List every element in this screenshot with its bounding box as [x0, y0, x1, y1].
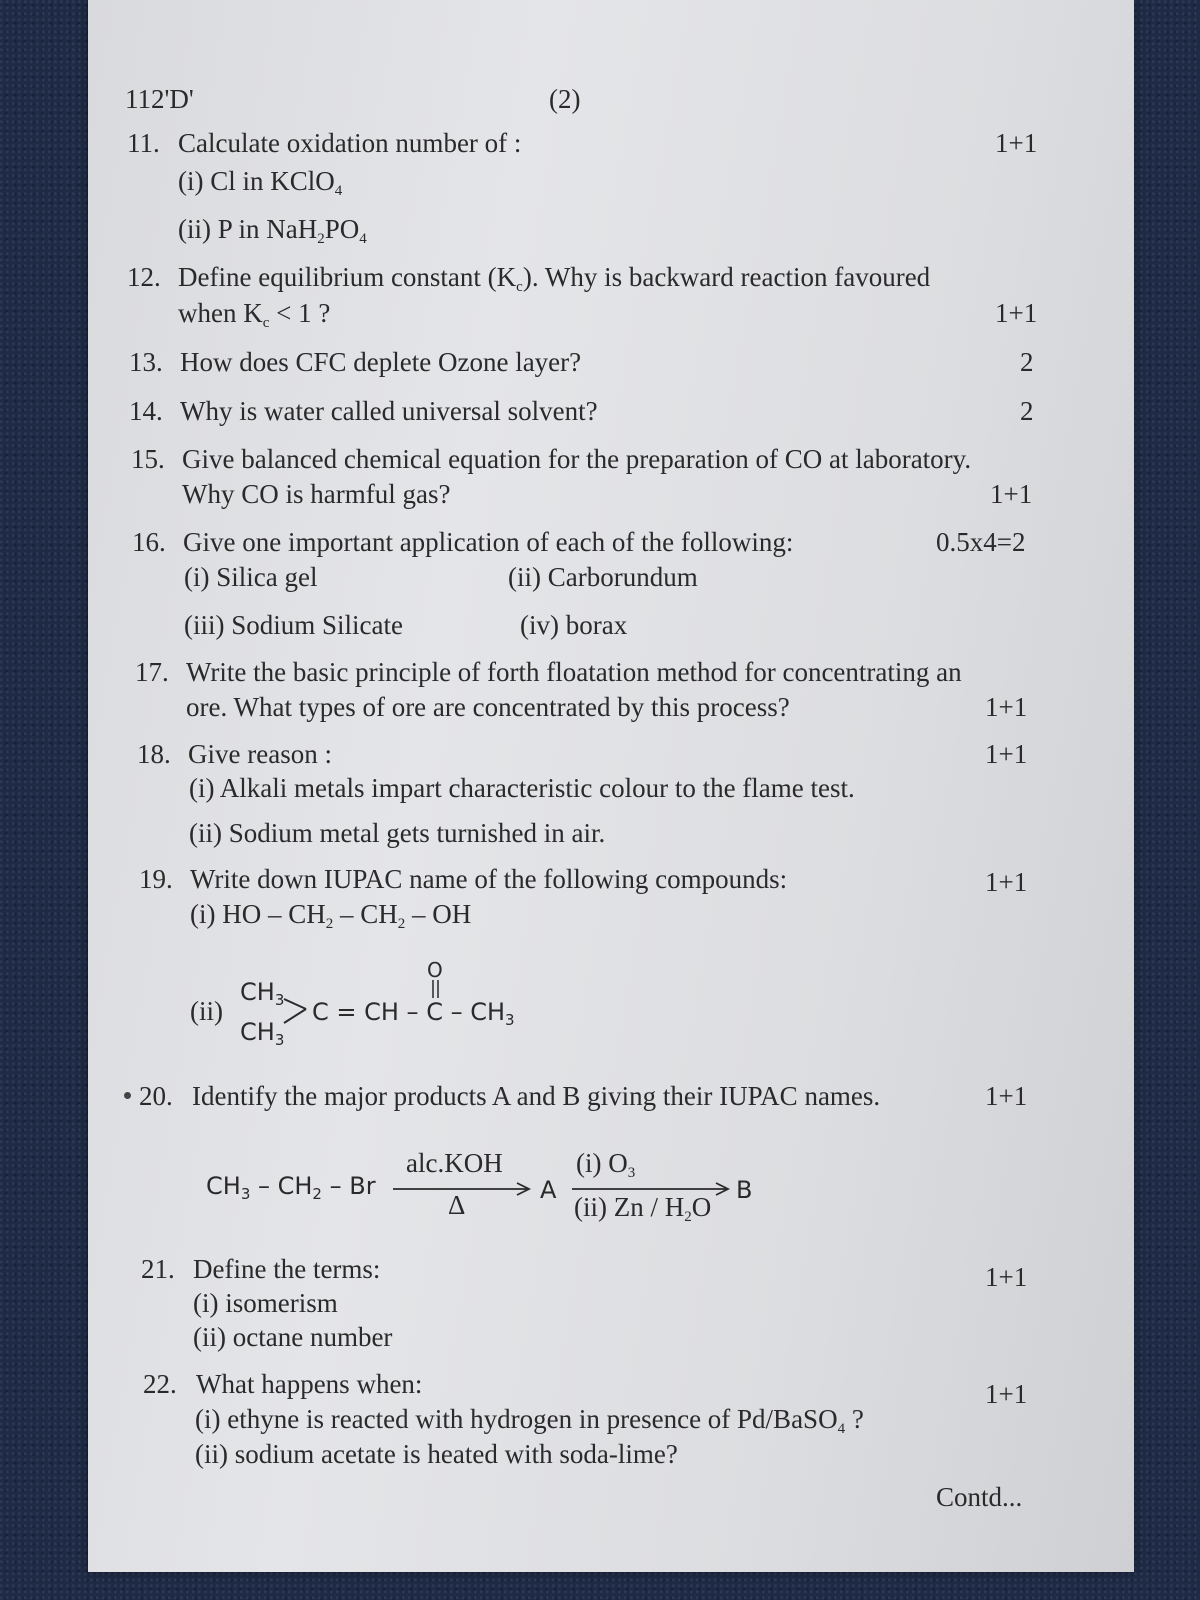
question-17-number: 17. — [135, 657, 169, 687]
question-12-number: 12. — [127, 262, 161, 292]
compound-double-bond — [430, 980, 442, 1000]
reaction-condition-1-bottom: Δ — [448, 1190, 466, 1220]
continued-label: Contd... — [936, 1482, 1023, 1512]
question-16-number: 16. — [132, 527, 166, 557]
question-12-line2: when $K_c < 1$ ? — [178, 298, 331, 331]
question-21-number: 21. — [141, 1254, 175, 1284]
question-12-line1: Define equilibrium constant $(K_c)$. Why is backward reaction favoured — [178, 262, 931, 295]
question-11-part-ii: (ii) P in $NaH_2PO_4$ — [178, 214, 367, 247]
question-11-marks: 1+1 — [995, 128, 1038, 158]
question-18-part-ii: (ii) Sodium metal gets turnished in air. — [189, 818, 606, 848]
compound-carbonyl-oxygen: O — [427, 958, 443, 982]
question-11-text: Calculate oxidation number of : — [178, 128, 522, 158]
compound-bond-vee — [282, 996, 310, 1026]
question-16-marks: 0.5x4=2 — [936, 527, 1026, 557]
compound-chain: C = CH – C – $CH_3$ — [312, 998, 515, 1029]
question-19-number: 19. — [139, 864, 173, 894]
question-14-number: 14. — [129, 396, 163, 426]
question-19-text: Write down IUPAC name of the following compounds: — [190, 864, 788, 894]
compound-ch3-top: $CH_3$ — [240, 978, 285, 1009]
question-19-part-i: (i) HO – $CH_2 - CH_2$ – OH — [190, 899, 472, 932]
question-13-number: 13. — [129, 347, 163, 377]
question-13-marks: 2 — [1020, 347, 1034, 377]
question-20-number: 20. — [139, 1081, 173, 1111]
question-22-number: 22. — [143, 1369, 177, 1399]
reaction-reactant: $CH_3 - CH_2$ – Br — [206, 1172, 376, 1203]
question-21-part-i: (i) isomerism — [193, 1288, 338, 1318]
reaction-condition-2-top: (i) $O_3$ — [576, 1148, 636, 1181]
question-19-part-ii-label: (ii) — [190, 996, 223, 1026]
question-22-marks: 1+1 — [985, 1379, 1028, 1409]
question-16-part-iii: (iii) Sodium Silicate — [184, 610, 403, 640]
question-17-line1: Write the basic principle of forth floatation method for concentrating an — [186, 657, 962, 687]
question-20-text: Identify the major products A and B giving their IUPAC names. — [192, 1081, 881, 1111]
reaction-product-b: B — [736, 1176, 753, 1204]
question-19-marks: 1+1 — [985, 867, 1028, 897]
reaction-intermediate-a: A — [540, 1176, 557, 1204]
question-22-text: What happens when: — [196, 1369, 423, 1399]
question-18-marks: 1+1 — [985, 739, 1028, 769]
question-21-marks: 1+1 — [985, 1262, 1028, 1292]
question-15-line1: Give balanced chemical equation for the preparation of CO at laboratory. — [182, 444, 972, 474]
question-11-number: 11. — [127, 128, 160, 158]
question-16-part-ii: (ii) Carborundum — [508, 562, 698, 592]
question-18-part-i: (i) Alkali metals impart characteristic colour to the flame test. — [189, 773, 855, 803]
question-13-text: How does CFC deplete Ozone layer? — [180, 347, 582, 377]
question-11-part-i: (i) Cl in KClO$_4$ — [178, 166, 343, 199]
question-22-part-ii: (ii) sodium acetate is heated with soda-lime? — [195, 1439, 678, 1469]
reaction-condition-1-top: alc.KOH — [406, 1148, 503, 1178]
question-16-part-i: (i) Silica gel — [184, 562, 318, 592]
question-21-text: Define the terms: — [193, 1254, 381, 1284]
question-15-number: 15. — [131, 444, 165, 474]
paper-code: 112'D' — [125, 84, 194, 114]
question-12-marks: 1+1 — [995, 298, 1038, 328]
reaction-condition-2-bottom: (ii) Zn / $H_2O$ — [574, 1192, 712, 1225]
question-14-text: Why is water called universal solvent? — [180, 396, 598, 426]
question-18-number: 18. — [137, 739, 171, 769]
question-21-part-ii: (ii) octane number — [193, 1322, 393, 1352]
margin-dot — [124, 1092, 131, 1099]
question-17-marks: 1+1 — [985, 692, 1028, 722]
question-20-marks: 1+1 — [985, 1081, 1028, 1111]
page-number: (2) — [549, 84, 581, 114]
question-16-part-iv: (iv) borax — [520, 610, 628, 640]
question-18-text: Give reason : — [188, 739, 332, 769]
question-16-text: Give one important application of each of the following: — [183, 527, 794, 557]
question-15-marks: 1+1 — [990, 479, 1033, 509]
question-22-part-i: (i) ethyne is reacted with hydrogen in presence of Pd/BaSO$_4$ ? — [195, 1404, 864, 1437]
question-17-line2: ore. What types of ore are concentrated by this process? — [186, 692, 790, 722]
compound-ch3-bottom: $CH_3$ — [240, 1018, 285, 1049]
question-15-line2: Why CO is harmful gas? — [182, 479, 451, 509]
question-14-marks: 2 — [1020, 396, 1034, 426]
